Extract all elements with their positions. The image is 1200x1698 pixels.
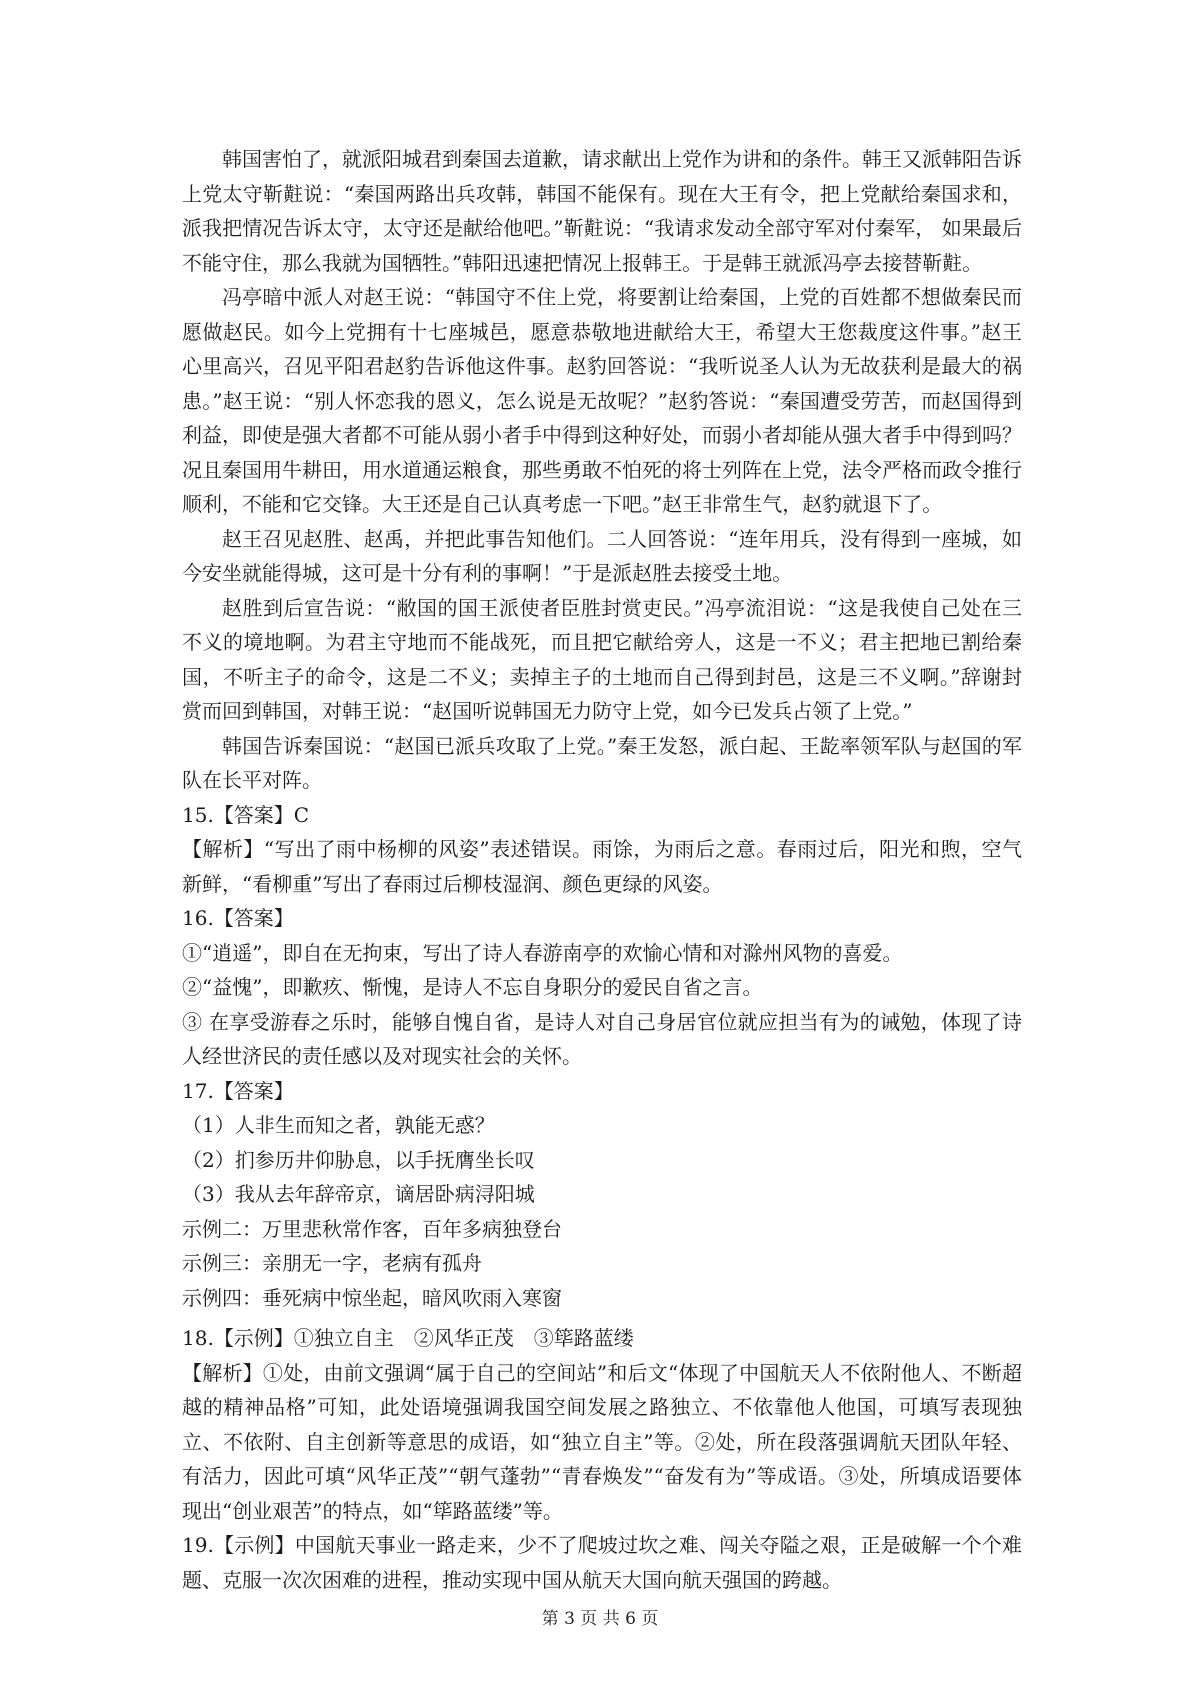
q16-answer: 16.【答案】 <box>182 906 294 930</box>
q16-point: ①“逍遥”，即自在无拘束，写出了诗人春游南亭的欢愉心情和对滁州风物的喜爱。 <box>182 940 903 965</box>
q18-answer: 18.【示例】①独立自主 ②风华正茂 ③筚路蓝缕 <box>182 1326 634 1350</box>
translation-paragraph: 韩国害怕了，就派阳城君到秦国去道歉，请求献出上党作为讲和的条件。韩王又派韩阳告诉上党太守靳黈说：“秦国两路出兵攻韩，韩国不能保有。现在大王有令，把上党献给秦国求和，派我把情况告诉太守，太守还是献给他吧。”靳黈说：“我请求发动全部守军对付秦军， 如果最后不能守住，那么我就为国牺牲。”韩阳迅速把情况上报韩王。于是韩王就派冯亭去接替靳黈。 <box>182 147 1022 275</box>
q17-line: （3）我从去年辞帝京，谪居卧病浔阳城 <box>182 1182 535 1206</box>
q15-answer: 15.【答案】C <box>182 802 310 827</box>
q17-answer: 17.【答案】 <box>182 1078 294 1103</box>
q17-line: （2）扪参历井仰胁息，以手抚膺坐长叹 <box>182 1147 535 1172</box>
page-content <box>182 142 1022 1597</box>
page-number-footer: 第 3 页 共 6 页 <box>541 1609 659 1629</box>
q17-line: （1）人非生而知之者，孰能无惑？ <box>182 1113 495 1137</box>
q17-line: 示例四：垂死病中惊坐起，暗风吹雨入寒窗 <box>182 1285 562 1310</box>
q16-point: ③ 在享受游春之乐时，能够自愧自省，是诗人对自己身居官位就应担当有为的诫勉，体现了诗人经世济民的责任感以及对现实社会的关怀。 <box>182 1009 1022 1068</box>
translation-paragraph: 冯亭暗中派人对赵王说：“韩国守不住上党，将要割让给秦国，上党的百姓都不想做秦民而愿做赵民。如今上党拥有十七座城邑，愿意恭敬地进献给大王，希望大王您裁度这件事。”赵王心里高兴，召见平阳君赵豹告诉他这件事。赵豹回答说：“我听说圣人认为无故获利是最大的祸患。”赵王说：“别人怀恋我的恩义，怎么说是无故呢？”赵豹答说：“秦国遭受劳苦，而赵国得到利益，即使是强大者都不可能从弱小者手中得到这种好处，而弱小者却能从强大者手中得到吗？况且秦国用牛耕田，用水道通运粮食，那些勇敢不怕死的将士列阵在上党，法令严格而政令推行顺利，不能和它交锋。大王还是自己认真考虑一下吧。”赵王非常生气，赵豹就退下了。 <box>182 285 1022 516</box>
translation-paragraph: 赵胜到后宣告说：“敝国的国王派使者臣胜封赏吏民。”冯亭流泪说：“这是我使自己处在三不义的境地啊。为君主守地而不能战死，而且把它献给旁人，这是一不义；君主把地已割给秦国，不听主子的命令，这是二不义；卖掉主子的土地而自己得到封邑，这是三不义啊。”辞谢封赏而回到韩国，对韩王说：“赵国听说韩国无力防守上党，如今已发兵占领了上党。” <box>182 595 1022 723</box>
q19-answer: 19.【示例】中国航天事业一路走来，少不了爬坡过坎之难、闯关夺隘之艰，正是破解一个个难题、克服一次次困难的进程，推动实现中国从航天大国向航天强国的跨越。 <box>182 1533 1022 1592</box>
q18-analysis: 【解析】①处，由前文强调“属于自己的空间站”和后文“体现了中国航天人不依附他人、不断超越的精神品格”可知，此处语境强调我国空间发展之路独立、不依靠他人他国，可填写表现独立、不依附、自主创新等意思的成语，如“独立自主”等。②处，所在段落强调航天团队年轻、有活力，因此可填“风华正茂”“朝气蓬勃”“青春焕发”“奋发有为”等成语。③处，所填成语要体现出“创业艰苦”的特点，如“筚路蓝缕”等。 <box>182 1360 1022 1523</box>
translation-paragraph: 赵王召见赵胜、赵禹，并把此事告知他们。二人回答说：“连年用兵，没有得到一座城，如今安坐就能得城，这可是十分有利的事啊！”于是派赵胜去接受土地。 <box>182 526 1022 585</box>
q17-line: 示例三：亲朋无一字，老病有孤舟 <box>182 1251 482 1275</box>
q17-line: 示例二：万里悲秋常作客，百年多病独登台 <box>182 1216 562 1241</box>
q15-analysis: 【解析】“写出了雨中杨柳的风姿”表述错误。雨馀，为雨后之意。春雨过后，阳光和煦，空气新鲜，“看柳重”写出了春雨过后柳枝湿润、颜色更绿的风姿。 <box>182 837 1022 896</box>
translation-paragraph: 韩国告诉秦国说：“赵国已派兵攻取了上党。”秦王发怒，派白起、王龁率领军队与赵国的军队在长平对阵。 <box>182 733 1022 792</box>
q16-point: ②“益愧”，即歉疚、惭愧，是诗人不忘自身职分的爱民自省之言。 <box>182 975 763 999</box>
